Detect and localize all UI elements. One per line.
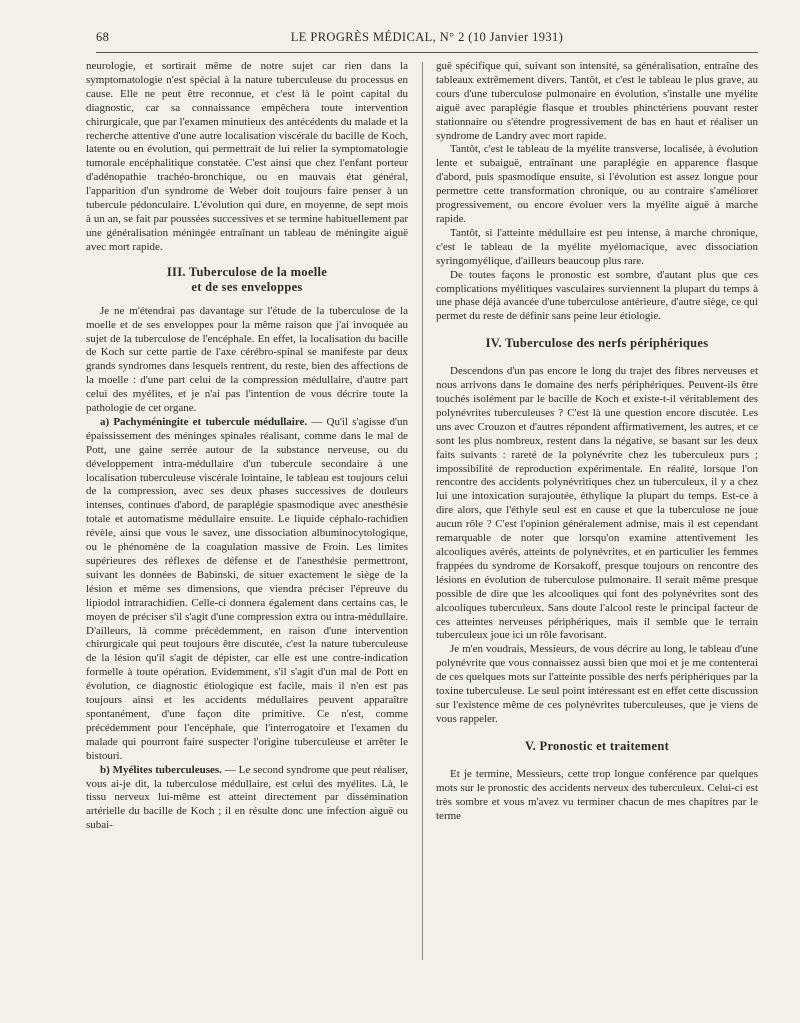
section-heading-3: [86, 265, 408, 295]
running-title: LE PROGRÈS MÉDICAL, N° 2 (10 Janvier 1931): [290, 30, 564, 44]
header-rule: [96, 52, 758, 53]
right-column: [436, 60, 758, 823]
left-column: [86, 60, 408, 833]
paragraph: Je m'en voudrais, Messieurs, de vous décrire au long, le tableau d'une polynévrite que vous connaissez aussi bien que moi et je me contenterai de ces quelques mots sur l'atteinte possible des nerfs périphériques par la toxine tuberculeuse. Le seul point intéressant est en effet cette discussion sur l'existence même de ces polynévrites tuberculeuses, que je viens de vous rappeler.: [436, 643, 758, 725]
paragraph: Je ne m'étendrai pas davantage sur l'étude de la tuberculose de la moelle et de ses enveloppes pour la même raison que j'ai invoquée au sujet de la tuberculose de l'encéphale. En effet, la localisation du bacille de Koch sur cette partie de l'axe cérébro-spinal se manifeste par deux grands syndromes dans lesquels rentrent, du reste, bien des affections de la moelle : d'une part celui de la compression médullaire, d'autre part celui des myélites, et je n'ai pas l'intention de vous décrire toute la pathologie de cet organe.: [86, 304, 408, 415]
section-heading-line: III. Tuberculose de la moelle: [166, 264, 328, 279]
paragraph: [86, 416, 408, 764]
section-heading-4: IV. Tuberculose des nerfs périphériques: [485, 336, 709, 351]
paragraph-text: — Qu'il s'agisse d'un épaississement des méninges spinales réalisant, comme dans le mal de Pott, une gaine serrée autour de la substance nerveuse, ou du développement intra-médullaire d'un tubercule secondaire à une localisation tuberculeuse viscérale lointaine, le tableau est toujours celui de la compression, avec ses deux phases successives de douleurs intenses, continues d'abord, de paraplégie spasmodique avec anesthésie totale et automatisme médullaire ensuite. Le liquide céphalo-rachidien révèle, ainsi que vous le savez, une dissociation albuminocytologique, ou le phénomène de la coagulation massive de Froin. Les limites supérieures des réflexes de défense et de l'anesthésie permettront, suivant les données de Babinski, de situer exactement le siège de la lésion et même ses dimensions, que viendra préciser l'épreuve du lipiodol intrarachidien. Celle-ci donnera également dans certains cas, le moyen de préciser s'il s'agit d'une compression extra ou intra-médullaire. D'ailleurs, là comme précédemment, en raison d'une intervention chirurgicale qui peut toujours être discutée, c'est la nature tuberculeuse de la lésion qu'il s'agit de dépister, car elle est une contre-indication formelle à toute opération. Evidemment, s'il s'agit d'un mal de Pott en évolution, ce diagnostic étiologique est facile, mais il n'en est pas toujours ainsi et les accidents médullaires peuvent apparaître spontanément, d'une façon dite primitive. Ce n'est, comme précédemment pour l'encéphale, que l'interrogatoire et l'examen du malade qui pourront faire suspecter l'origine tuberculeuse et arrêter le bistouri.: [86, 415, 408, 762]
section-heading-5: V. Pronostic et traitement: [524, 738, 670, 753]
paragraph: Descendons d'un pas encore le long du trajet des fibres nerveuses et nous arrivons dans le domaine des nerfs périphériques. Peuvent-ils être touchés isolément par le bacille de Koch et existe-t-il véritablement des polynévrites tuberculeuses ? C'est là une question encore discutée. Les uns avec Crouzon et d'autres répondent affirmativement, les autres, et ce sont les plus nombreux, restent dans la négative, se basant sur les deux faits suivants : rareté de la polynévrite chez les tuberculeux purs ; impossibilité de reproduction expérimentale. En réalité, lorsque l'on rencontre des accidents polynévritiques chez un tuberculeux, il y a chez lui une intoxication surajoutée, éthylique la plupart du temps. Est-ce à dire alors, que l'éthyle seul est en cause et que la tuberculose ne joue aucun rôle ? C'est l'opinion généralement admise, mais il est cependant remarquable de noter que lorsqu'on examine attentivement les alcooliques avérés, atteints de polynévrites, et en particulier les femmes frappées du syndrome de Korsakoff, presque toujours on rencontre des lésions en évolution de tuberculose pulmonaire. Il serait même presque possible de dire que les alcooliques qui font des polynévrites sont des alcooliques tuberculeux. Sans doute l'alcool reste le principal facteur de ces atteintes nerveuses périphériques, mais il semble que le terrain tuberculeux joue ici un rôle favorisant.: [436, 365, 758, 642]
paragraph: Et je termine, Messieurs, cette trop longue conférence par quelques mots sur le pronostic des accidents nerveux des tuberculeux. Celui-ci est très sombre et vous m'avez vu terminer chacun de mes chapitres par le terme: [436, 767, 758, 822]
subsection-title: a) Pachyméningite et tubercule médullaire.: [100, 415, 308, 428]
paragraph-text: — Le second syndrome que peut réaliser, vous ai-je dit, la tuberculose médullaire, est celui des myélites. Là, le tissu nerveux lui-même est atteint directement par dissémination artérielle du bacille de Koch ; il en résulte donc une infection aiguë ou subai-: [86, 763, 409, 832]
paragraph: [86, 764, 408, 834]
column-divider: [422, 62, 423, 960]
paragraph: De toutes façons le pronostic est sombre, d'autant plus que ces complications myélitiques vasculaires surviennent la plupart du temps à une phase déjà avancée d'une tuberculose antérieure, d'autre siège, ce qui permet du reste de définir sans peine leur étiologie.: [436, 268, 758, 323]
page-number: 68: [96, 30, 110, 44]
paragraph: Tantôt, c'est le tableau de la myélite transverse, localisée, à évolution lente et subaiguë, entraînant une paraplégie en apparence flasque d'abord, puis spasmodique ensuite, si l'évolution est assez longue pour permettre cette transformation chronique, ou au contraire s'améliorer progressivement, ou encore évoluer vers la myélite aiguë à marche rapide.: [436, 143, 758, 225]
section-heading-line: et de ses enveloppes: [191, 279, 303, 294]
paragraph: Tantôt, si l'atteinte médullaire est peu intense, à marche chronique, c'est le tableau de la myélite myélomacique, avec dissociation syringomyélique, d'ailleurs beaucoup plus rare.: [436, 226, 758, 267]
subsection-title: b) Myélites tuberculeuses.: [100, 763, 222, 776]
paragraph: guë spécifique qui, suivant son intensité, sa généralisation, entraîne des tableaux extrêmement divers. Tantôt, et c'est le tableau le plus grave, au cours d'une tuberculose pulmonaire en évolution, s'installe une myélite aiguë avec paraplégie flasque et troubles phinctériens pouvant rester stationnaire ou s'étendre progressivement de bas en haut et réaliser un syndrome de Landry avec mort rapide.: [436, 60, 758, 142]
page-header: [96, 30, 758, 50]
paragraph: neurologie, et sortirait même de notre sujet car rien dans la symptomatologie n'est spécial à la nature tuberculeuse du processus en cause. Elle ne peut être reconnue, et c'est là le point capital du diagnostic, car sa connaissance empêchera toute intervention chirurgicale, que par l'examen minutieux des antécédents du malade et la recherche attentive d'une autre localisation viscérale du bacille de Koch, latente ou en évolution, qui permettrait de lui relier la symptomatologie tumorale encéphalitique constatée. C'est ainsi que chez l'enfant porteur d'adénopathie trachéo-bronchique, ou en mauvais état général, l'apparition d'un syndrome de Weber doit toujours faire penser à un tubercule pédonculaire. L'évolution qui dure, en moyenne, de sept mois à un an, se fait par poussées successives et se termine habituellement par une généralisation méningée entraînant un tableau de méningite aiguë avec mort rapide.: [86, 60, 408, 253]
